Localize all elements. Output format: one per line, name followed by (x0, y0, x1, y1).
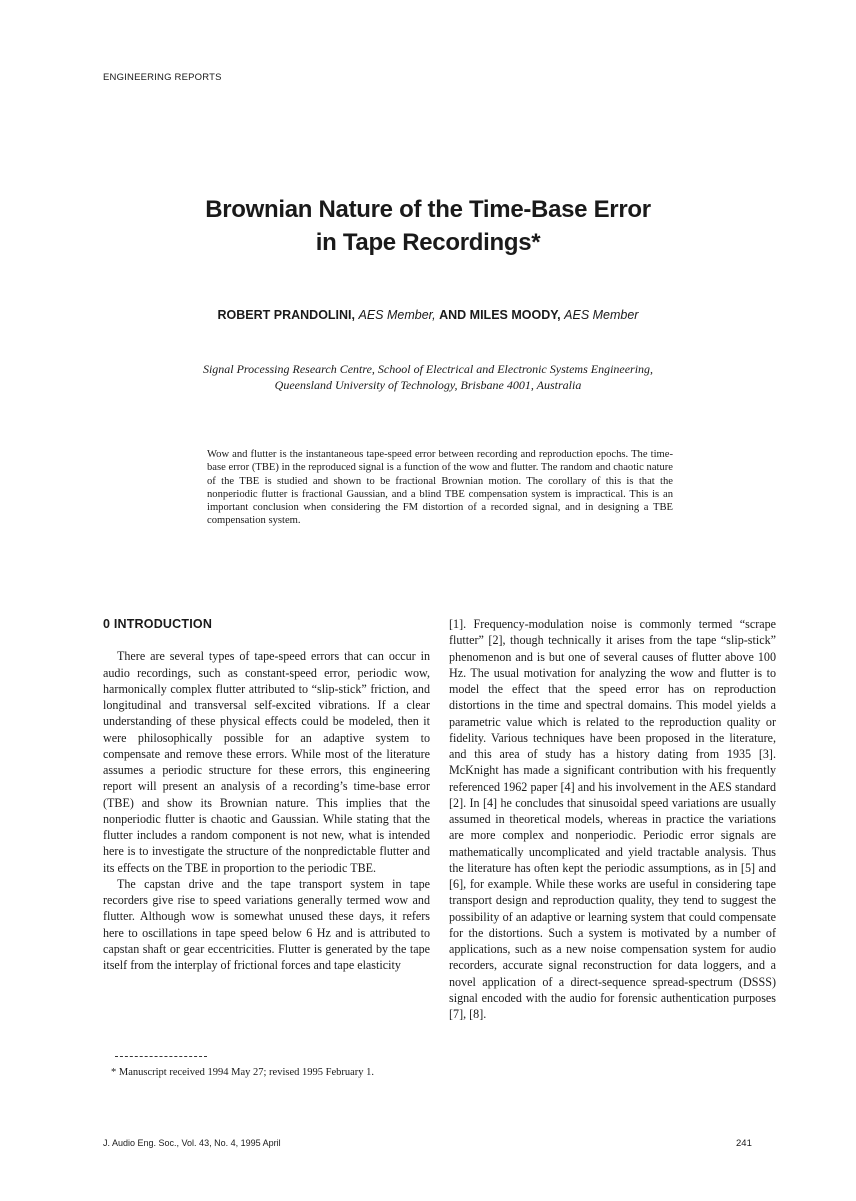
author-conjunction: AND (439, 308, 467, 322)
intro-paragraph-1: There are several types of tape-speed errors that can occur in audio recordings, such as constant-speed error, periodic wow, harmonically complex flutter attributed to “slip-stick” friction, and longitudinal and transversal self-excited vibrations. If a clear understanding of these physical effects could be modeled, then it were philosophically possible for an adaptive system to compensate and remove these errors. While most of the literature assumes a periodic structure for these errors, this engineering report will present an analysis of a recording’s time-base error (TBE) and show its Brownian nature. This implies that the nonperiodic flutter is chaotic and Gaussian. While stating that the flutter includes a random component is not new, what is intended here is to investigate the structure of the nonpredictable flutter and its effects on the TBE in proportion to the periodic TBE. (103, 649, 430, 875)
abstract: Wow and flutter is the instantaneous tape-speed error between recording and reproduction epochs. The time-base error (TBE) in the reproduced signal is a function of the wow and flutter. The random and chaotic nature of the TBE is studied and shown to be fractional Brownian motion. The corollary of this is that the nonperiodic flutter is fractional Gaussian, and a blind TBE compensation system is impractical. This is an important conclusion when considering the FM distortion of a recorded signal, and in designing a TBE compensation system. (207, 449, 673, 527)
footnote-text: * Manuscript received 1994 May 27; revised 1995 February 1. (111, 1067, 375, 1078)
running-head: ENGINEERING REPORTS (103, 72, 222, 83)
footnote-rule (115, 1056, 207, 1057)
author-1-membership: AES Member, (358, 308, 436, 322)
author-1-name: ROBERT PRANDOLINI, (217, 308, 355, 322)
intro-paragraph-continued: [1]. Frequency-modulation noise is commonly termed “scrape flutter” [2], though technically it arises from the tape “slip-stick” phenomenon and is but one of several causes of flutter above 100 Hz. The usual motivation for analyzing the wow and flutter is to model the effect that the speed error has on reproduction distortions in the time and spectral domains. This model yields a parametric value which is related to the reproduction quality or fidelity. Various techniques have been proposed in the literature, and this area of study has a history dating from 1935 [3]. McKnight has made a significant contribution with his frequently referenced 1962 paper [4] and his involvement in the AES standard [2]. In [4] he concludes that sinusoidal speed variations are usually assumed in theoretical models, whereas in practice the variations are more complex and nonperiodic. Periodic error signals are mathematically uncomplicated and yield tractable analysis. Thus the literature has often kept the periodic assumptions, as in [5] and [6], for example. While these works are useful in considering tape transport design and reproduction quality, they tend to suggest the possibility of an adaptive or learning system that could compensate for the distortions. Such a system is motivated by a number of applications, such as a new noise compensation system for audio recorders, accurate signal reconstruction for data loggers, and a novel application of a direct-sequence spread-spectrum (DSSS) signal encoded with the audio for forensic authentication purposes [7], [8]. (449, 617, 776, 1021)
affiliation-line-2: Queensland University of Technology, Brisbane 4001, Australia (274, 378, 582, 392)
footer-citation: J. Audio Eng. Soc., Vol. 43, No. 4, 1995 April (103, 1138, 281, 1148)
affiliation (0, 361, 856, 393)
title-line-2: in Tape Recordings* (315, 229, 541, 256)
author-2-name: MILES MOODY, (469, 308, 561, 322)
right-column (449, 616, 776, 1022)
affiliation-line-1: Signal Processing Research Centre, School of Electrical and Electronic Systems Engineering, (202, 362, 654, 376)
footnote (103, 1066, 430, 1079)
page-number: 241 (736, 1138, 752, 1149)
section-heading: 0 INTRODUCTION (103, 617, 213, 631)
author-2-membership: AES Member (564, 308, 639, 322)
author-line (0, 308, 856, 322)
intro-paragraph-2: The capstan drive and the tape transport system in tape recorders give rise to speed variations generally termed wow and flutter. Although wow is somewhat unused these days, it refers here to oscillations in tape speed below 6 Hz and is attributed to capstan shaft or gear eccentricities. Flutter is generated by the tape itself from the interplay of frictional forces and tape elasticity (103, 876, 430, 972)
paper-title (0, 193, 856, 259)
title-line-1: Brownian Nature of the Time-Base Error (205, 196, 651, 223)
left-column (103, 616, 430, 973)
